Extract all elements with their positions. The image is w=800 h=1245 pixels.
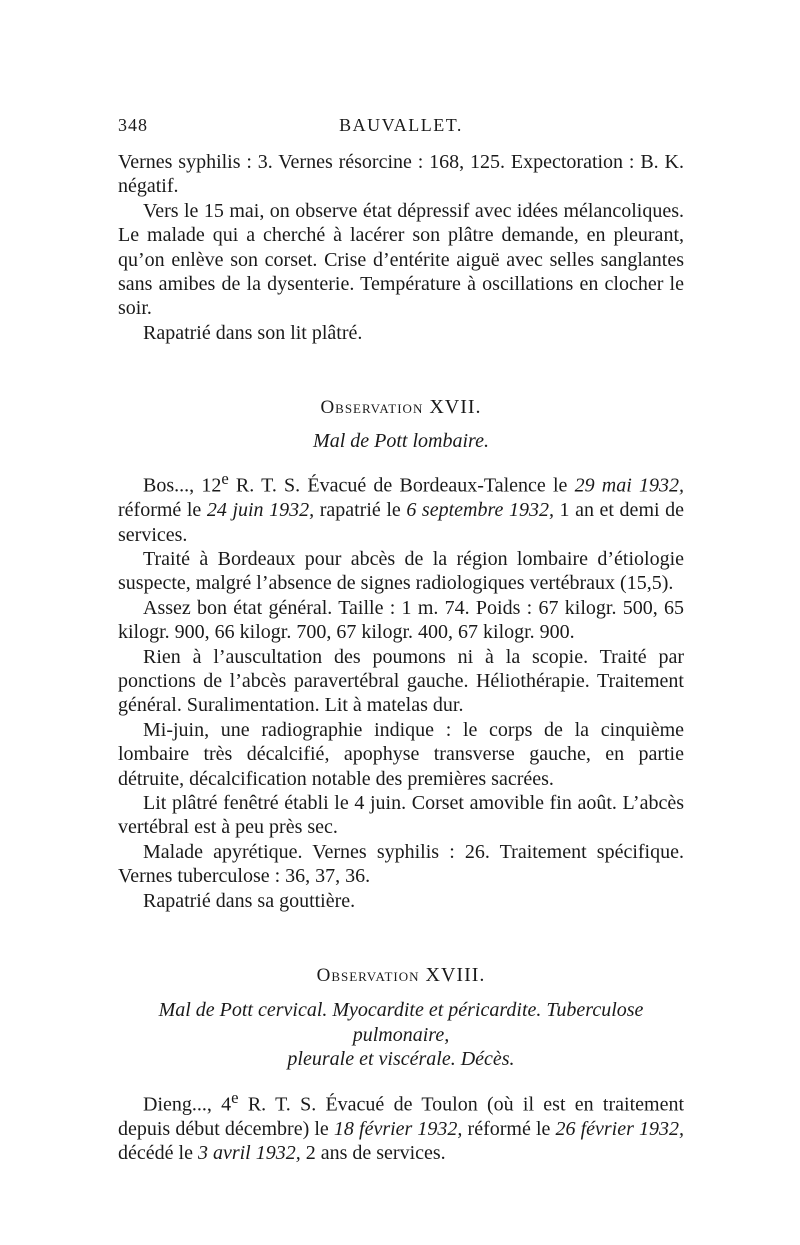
observation-17-intro [118,467,684,547]
date: 6 septembre 1932, [406,499,554,522]
paragraph: Rapatrié dans son lit plâtré. [143,321,363,344]
intro-text: R. T. S. Évacué de Toulon (où il est en traitement depuis début décembre) le [118,1093,684,1140]
subtitle-line: Mal de Pott cervical. Myocardite et péricardite. Tuberculose pulmonaire, [158,999,644,1046]
paragraph: Assez bon état général. Taille : 1 m. 74. Poids : 67 kilogr. 500, 65 kilogr. 900, 66 kilogr. 700, 67 kilogr. 400, 67 kilogr. 900. [118,596,684,644]
paragraph: Malade apyrétique. Vernes syphilis : 26. Traitement spécifique. Vernes tuberculose : 36, 37, 36. [118,840,684,888]
observation-number: XVIII. [425,964,486,987]
intro-text: 2 ans de services. [300,1142,446,1165]
date: 29 mai 1932, [574,474,685,497]
date: 18 février 1932, [333,1117,463,1140]
observation-18-title [118,963,684,988]
intro-text: 1 an et demi de services. [118,499,684,546]
date: 24 juin 1932, [206,499,315,522]
body-text [118,150,684,1166]
intro-text: R. T. S. Évacué de Bordeaux-Talence le [228,474,575,497]
paragraph: Vernes syphilis : 3. Vernes résorcine : 168, 125. Expectoration : B. K. négatif. [118,151,684,198]
observation-label: Observation [316,965,420,987]
date: 26 février 1932, [555,1117,685,1140]
ordinal-sup: e [231,1087,239,1107]
ordinal-sup: e [221,469,229,489]
intro-text: décédé le [118,1142,198,1165]
observation-18-subtitle [118,998,684,1071]
intro-text: Dieng..., 4 [143,1093,232,1116]
subtitle-line: pleurale et viscérale. Décès. [287,1048,515,1071]
observation-number: XVII. [429,396,482,419]
observation-18-intro [118,1086,684,1166]
page-number: 348 [118,115,148,135]
paragraph: Mi-juin, une radiographie indique : le corps de la cinquième lombaire très décalcifié, apophyse transverse gauche, en partie détruite, décalcification notable des premières sacrées. [118,718,684,790]
observation-17-title [118,395,684,420]
page-header [118,115,684,145]
intro-text: réformé le [118,499,207,522]
date: 3 avril 1932, [197,1142,301,1165]
paragraph: Rien à l’auscultation des poumons ni à la scopie. Traité par ponctions de l’abcès paravertébral gauche. Héliothérapie. Traitement général. Suralimentation. Lit à matelas dur. [118,645,684,717]
observation-17-subtitle: Mal de Pott lombaire. [313,429,489,452]
paragraph: Traité à Bordeaux pour abcès de la région lombaire d’étiologie suspecte, malgré l’absence de signes radiologiques vertébraux (15,5). [118,547,684,595]
paragraph: Rapatrié dans sa gouttière. [143,889,356,912]
running-head: BAUVALLET. [339,115,463,135]
observation-label: Observation [320,397,424,419]
intro-text: réformé le [462,1117,556,1140]
paragraph: Lit plâtré fenêtré établi le 4 juin. Corset amovible fin août. L’abcès vertébral est à peu près sec. [118,792,684,839]
intro-text: Bos..., 12 [143,474,222,497]
intro-text: rapatrié le [314,499,407,522]
paragraph: Vers le 15 mai, on observe état dépressif avec idées mélancoliques. Le malade qui a cherché à lacérer son plâtre demande, en pleurant, qu’on enlève son corset. Crise d’entérite aiguë avec selles sanglantes sans amibes de la dysenterie. Température à oscillations en clocher le soir. [118,199,684,320]
